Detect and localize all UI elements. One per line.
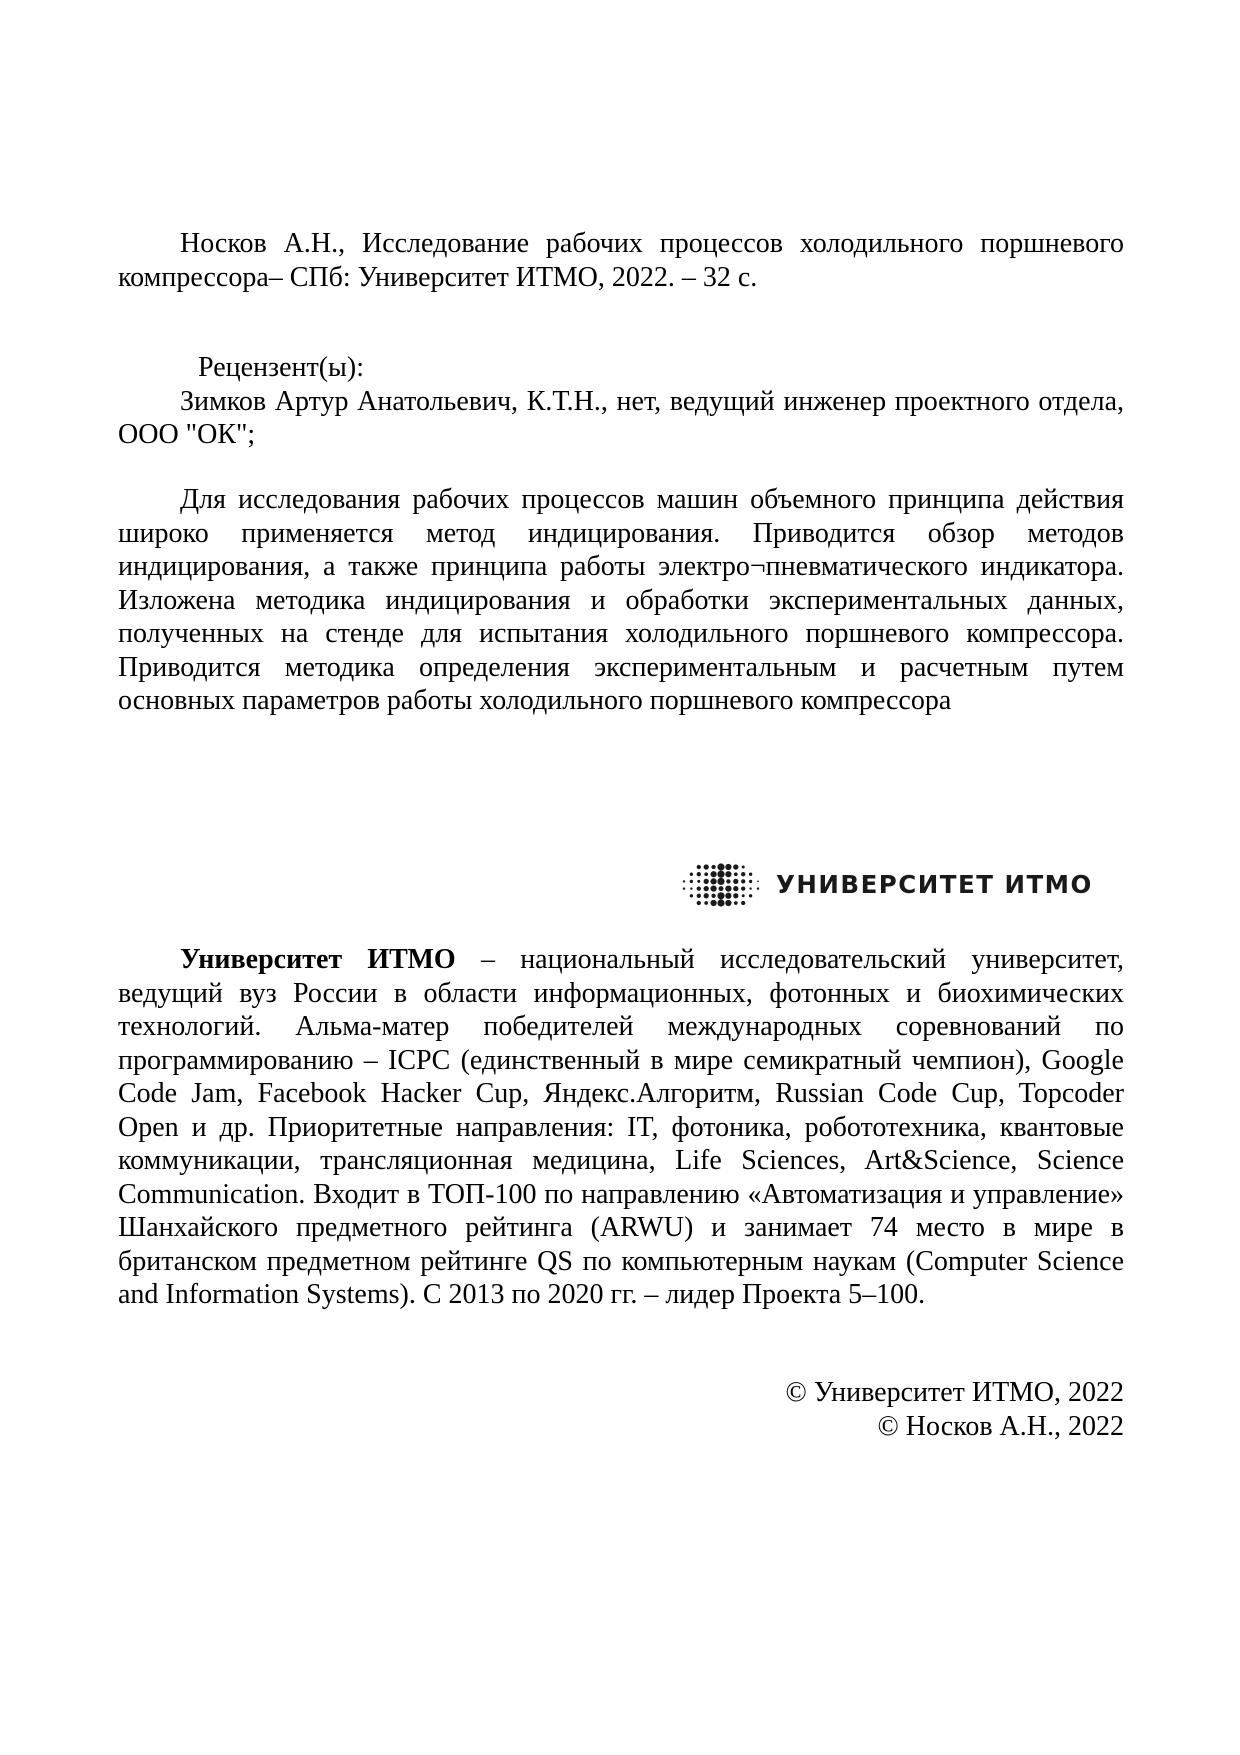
- copyright-university: © Университет ИТМО, 2022: [785, 1377, 1124, 1408]
- logo-dot: [749, 894, 752, 897]
- logo-dot: [741, 901, 745, 905]
- itmo-dot-matrix-logo-icon: [680, 862, 762, 908]
- university-description-text: – национальный исследовательский университет, ведущий вуз России в области информационных, фотонных и биохимических технологий. Альма-матер победителей международных соревнований по программированию – ICPC (единственный в мире семикратный чемпион), Google Code Jam, Facebook Hacker Cup, Яндекс.Алгоритм, Russian Code Cup, Topcoder Open и др. Приоритетные направления: IT, фотоника, робототехника, квантовые коммуникации, трансляционная медицина, Life Sciences, Art&Science, Science Communication. Входит в ТОП-100 по направлению «Автоматизация и управление» Шанхайского предметного рейтинга (ARWU) и занимает 74 место в мире в британском предметном рейтинге QS по компьютерным наукам (Computer Science and Information Systems). С 2013 по 2020 гг. – лидер Проекта 5–100.: [118, 944, 1124, 1310]
- copyright-block: [786, 1376, 1124, 1443]
- logo-dot: [704, 872, 708, 876]
- logo-dot: [741, 872, 745, 876]
- logo-dot: [704, 879, 709, 884]
- logo-dot: [711, 865, 715, 869]
- logo-dot: [757, 887, 759, 889]
- logo-dot: [710, 878, 716, 884]
- logo-dot: [725, 900, 731, 906]
- bibliographic-citation: Носков А.Н., Исследование рабочих процессов холодильного поршневого компрессора– СПб: Университет ИТМО, 2022. – 32 с.: [118, 228, 1124, 293]
- logo-dot: [734, 872, 738, 876]
- logo-dot: [690, 873, 693, 876]
- logo-dot: [725, 871, 731, 877]
- logo-dot: [683, 880, 685, 882]
- logo-dot: [717, 878, 724, 885]
- itmo-logo: [680, 862, 1093, 908]
- logo-dot: [733, 893, 738, 898]
- logo-dot: [734, 901, 738, 905]
- logo-dot: [683, 887, 685, 889]
- logo-dot: [704, 893, 709, 898]
- logo-dot: [717, 871, 724, 878]
- logo-dot: [726, 879, 730, 883]
- logo-dot: [733, 864, 738, 869]
- logo-dot: [725, 885, 731, 891]
- reviewers-section: [118, 351, 1124, 452]
- abstract-paragraph: Для исследования рабочих процессов машин объемного принципа действия широко применяется метод индицирования. Приводится обзор методов индицирования, а также принципа работы электро¬пневматического индикатора. Изложена методика индицирования и обработки экспериментальных данных, полученных на стенде для испытания холодильного поршневого компрессора. Приводится методика определения экспериментальным и расчетным путем основных параметров работы холодильного поршневого компрессора: [118, 484, 1124, 716]
- logo-dot: [690, 887, 692, 889]
- logo-dot: [733, 886, 738, 891]
- copyright-author: © Носков А.Н., 2022: [877, 1410, 1124, 1442]
- logo-dot: [717, 892, 724, 899]
- reviewer-entry: Зимков Артур Анатольевич, К.Т.Н., нет, ведущий инженер проектного отдела, ООО "ОК";: [118, 385, 1124, 450]
- logo-dot: [697, 880, 700, 883]
- logo-dot: [741, 886, 745, 890]
- logo-dot: [749, 873, 752, 876]
- logo-dot: [704, 864, 709, 869]
- logo-dot: [704, 886, 709, 891]
- logo-text: УНИВЕРСИТЕТ ИТМО: [776, 869, 1093, 899]
- logo-dot: [697, 865, 701, 869]
- logo-dot: [690, 894, 693, 897]
- logo-dot: [710, 900, 716, 906]
- logo-dot: [710, 871, 716, 877]
- logo-dot: [749, 887, 751, 889]
- logo-dot: [749, 880, 752, 883]
- logo-dot: [690, 880, 693, 883]
- logo-dot: [697, 886, 701, 890]
- logo-dot: [757, 881, 759, 883]
- reviewers-heading: Рецензент(ы):: [198, 352, 364, 383]
- logo-dot: [697, 872, 701, 876]
- logo-dot: [742, 865, 745, 868]
- logo-dot: [733, 879, 738, 884]
- university-description: [118, 943, 1124, 1312]
- logo-dot: [725, 893, 731, 899]
- logo-dot: [710, 885, 716, 891]
- logo-dot: [741, 879, 745, 883]
- logo-dot: [711, 894, 715, 898]
- logo-dot: [742, 894, 745, 897]
- logo-dot: [704, 901, 708, 905]
- university-name-bold: Университет ИТМО: [180, 944, 456, 975]
- logo-dot: [717, 899, 724, 906]
- logo-dot: [697, 901, 701, 905]
- logo-dot: [717, 863, 724, 870]
- logo-dot: [718, 886, 723, 891]
- logo-dot: [697, 894, 701, 898]
- logo-dot: [725, 864, 731, 870]
